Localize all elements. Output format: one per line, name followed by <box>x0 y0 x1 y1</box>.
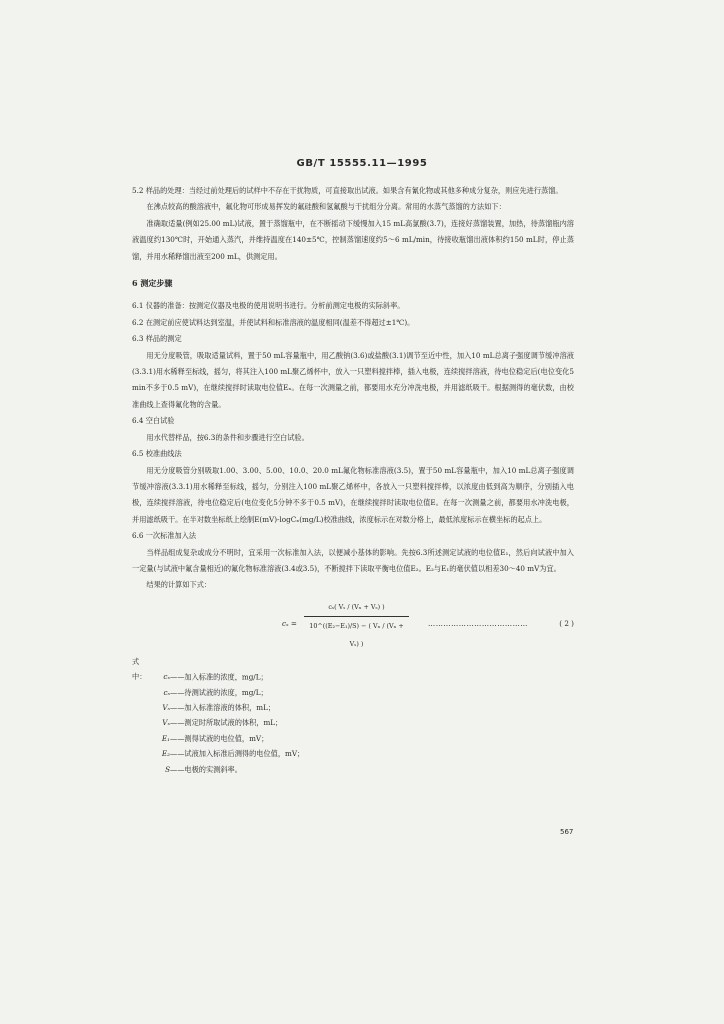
formula-2 <box>132 596 574 652</box>
definitions-lead: 式中： <box>132 656 147 682</box>
definition-row <box>132 685 574 700</box>
definition-row <box>132 746 574 761</box>
page-content <box>132 183 574 777</box>
paragraph-5-2: 5.2 样品的处理：当经过前处理后的试样中不存在干扰物质，可直接取出试液。如果含有氰化物或其他多种成分复杂，则应先进行蒸馏。 <box>132 186 563 195</box>
equation-number: ( 2 ) <box>559 618 574 628</box>
paragraph-5-2-distill: 在沸点较高的酸溶液中，氟化物可形成易挥发的氟硅酸和氢氟酸与干扰组分分离。常用的水蒸气蒸馏的方法如下： <box>146 202 506 212</box>
paragraph-6-4-body: 用水代替样品，按6.3的条件和步骤进行空白试验。 <box>146 432 309 442</box>
paragraph-6-2: 6.2 在测定前应使试料达到室温，并使试料和标准溶液的温度相同(温差不得超过±1℃)。 <box>132 317 415 327</box>
symbol-definitions <box>132 654 574 777</box>
definition-text: ——电极的实测斜率。 <box>170 764 242 774</box>
definition-text: ——待测试液的浓度，mg/L； <box>170 687 268 697</box>
definition-symbol: cₓ <box>163 672 170 682</box>
paragraph-6-1: 6.1 仪器的准备：按测定仪器及电极的使用说明书进行。分析前测定电极的实际斜率。 <box>132 301 405 311</box>
page-header: GB/T 15555.11—1995 <box>296 158 428 169</box>
definition-row <box>132 731 574 746</box>
paragraph-6-5-body: 用无分度吸管分别吸取1.00、3.00、5.00、10.0、20.0 mL氟化物标准溶液(3.5)，置于50 mL容量瓶中，加入10 mL总离子强度调节缓冲溶液(3.3.1)用水稀释至标线，摇匀，分别注入100 mL聚乙烯杯中，各放入一只塑料搅拌棒，以浓度由低到高为顺序，分别插入电极，连续搅拌溶液，待电位稳定后(电位变化5分钟不多于0.5 mV)，在继续搅拌时读取电位值E。在每一次测量之前，都要用水冲洗电极，并用滤纸吸干。在半对数坐标纸上绘制E(mV)-logCₓ(mg/L)校准曲线，浓度标示在对数分格上，最低浓度标示在横坐标的起点上。 <box>132 465 574 524</box>
heading-6-3: 6.3 样品的测定 <box>132 334 182 344</box>
definition-text: ——测定时所取试液的体积，mL； <box>170 718 283 728</box>
heading-6-6: 6.6 一次标准加入法 <box>132 531 197 541</box>
definition-row <box>132 700 574 715</box>
definition-symbol: E₂ <box>161 749 170 759</box>
heading-6-4: 6.4 空白试验 <box>132 416 175 426</box>
formula-denominator: 10^((E₂−E₁)/S) − ( Vₓ / (Vₓ + Vₛ) ) <box>309 621 404 648</box>
definition-symbol: Vₓ <box>162 718 170 728</box>
formula-numerator: cₛ( Vₛ / (Vₓ + Vₛ) ) <box>304 598 409 617</box>
definition-symbol: Vₛ <box>162 702 170 712</box>
definition-text: ——加入标准溶液的体积，mL； <box>170 702 276 712</box>
definition-text: ——试液加入标准后测得的电位值，mV； <box>170 749 305 759</box>
definition-symbol: cₛ <box>163 687 170 697</box>
paragraph-6-6-calc: 结果的计算如下式： <box>146 580 212 590</box>
paragraph-5-2-procedure: 准确取适量(例如25.00 mL)试液，置于蒸馏瓶中，在不断摇动下缓慢加入15 mL高氯酸(3.7)，连接好蒸馏装置，加热，待蒸馏瓶内溶液温度约130℃时，开始通入蒸汽，并维持温度在140±5℃，控制蒸馏速度约5～6 mL/min，待接收瓶馏出液体积约150 mL时，停止蒸馏，并用水稀释馏出液至200 mL，供测定用。 <box>132 218 574 261</box>
paragraph-6-6-body: 当样品组成复杂或成分不明时，宜采用一次标准加入法，以便减小基体的影响。先按6.3所述测定试液的电位值E₁，然后向试液中加入一定量(与试液中氟含量相近)的氟化物标准溶液(3.4或3.5)，不断搅拌下读取平衡电位值E₂。E₂与E₁的毫伏值以相差30～40 mV为宜。 <box>132 547 574 573</box>
definition-row <box>132 762 574 777</box>
section-6-heading: 6 测定步骤 <box>132 278 173 289</box>
heading-6-5: 6.5 校准曲线法 <box>132 449 182 459</box>
formula-leader-dots: ………………………………… <box>428 618 528 628</box>
definition-symbol: E₁ <box>161 733 170 743</box>
definition-row <box>132 715 574 730</box>
definition-text: ——加入标准的浓度，mg/L； <box>170 672 268 682</box>
paragraph-6-3-body: 用无分度吸管，吸取适量试料，置于50 mL容量瓶中，用乙酸钠(3.6)或盐酸(3.1)调节至近中性，加入10 mL总离子强度调节缓冲溶液(3.3.1)用水稀释至标线，摇匀，将其注入100 mL聚乙烯杯中，放入一只塑料搅拌棒，插入电极，连续搅拌溶液，待电位稳定后(电位变化5 min不多于0.5 mV)，在继续搅拌时读取电位值Eₓ。在每一次测量之前，都要用水充分冲洗电极，并用滤纸吸干。根据测得的毫伏数，由校准曲线上查得氟化物的含量。 <box>132 350 574 409</box>
definition-row <box>132 654 574 685</box>
page-number: 567 <box>560 828 574 836</box>
definition-text: ——测得试液的电位值，mV； <box>170 733 269 743</box>
definition-symbol: S <box>165 764 170 774</box>
formula-fraction <box>304 598 409 648</box>
formula-lhs: cₓ = <box>282 618 297 628</box>
